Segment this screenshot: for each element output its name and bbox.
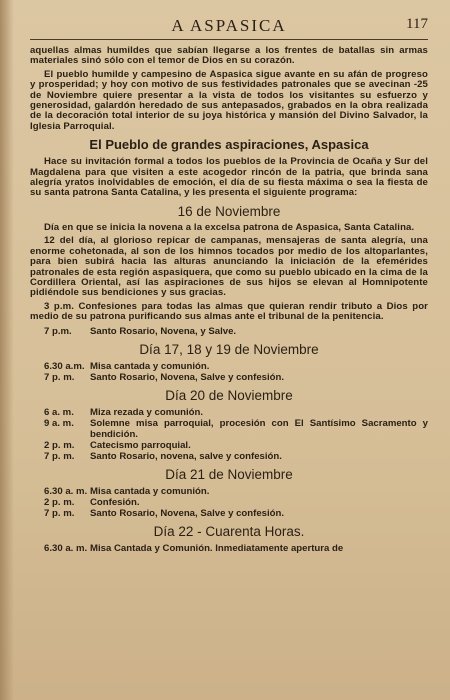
page-gutter-shadow [0, 0, 14, 700]
schedule-time: 6.30 a. m. [44, 485, 88, 497]
page-number: 117 [406, 16, 428, 32]
paragraph: 3 p.m. Confesiones para todas las almas que quieran rendir tributo a Dios por medio de su patrona purificando sus almas ante el tribunal de la penitencia. [30, 300, 428, 323]
schedule-text: Santo Rosario, Novena, Salve y confesión. [90, 507, 285, 519]
schedule-row [30, 440, 428, 451]
schedule-block [30, 407, 428, 462]
schedule-time: 7 p. m. [44, 371, 75, 383]
paragraph: Día en que se inicia la novena a la excelsa patrona de Aspasica, Santa Catalina. [44, 221, 415, 233]
schedule-text: Confesión. [90, 496, 140, 508]
header-rule [30, 39, 428, 40]
schedule-time: 2 p. m. [44, 496, 75, 508]
date-heading: 16 de Noviembre [177, 203, 281, 219]
schedule-row [30, 418, 428, 440]
paragraph: aquellas almas humildes que sabían llegarse a los frentes de batallas sin armas materiales sinó sólo con el temor de Dios en su corazón. [30, 45, 428, 67]
schedule-text: Misa Cantada y Comunión. Inmediatamente apertura de [90, 542, 344, 554]
schedule-time: 7 p. m. [44, 507, 75, 519]
schedule-block [30, 326, 428, 337]
schedule-text: Santo Rosario, Novena, y Salve. [90, 325, 237, 337]
schedule-block [30, 543, 428, 554]
schedule-row [30, 543, 428, 554]
running-title: A ASPASICA [171, 16, 287, 35]
schedule-row [30, 326, 428, 337]
schedule-block [30, 486, 428, 519]
schedule-row [30, 372, 428, 383]
schedule-time: 9 a. m. [44, 417, 74, 429]
schedule-text: Misa cantada y comunión. [90, 485, 210, 497]
schedule-row [30, 407, 428, 418]
date-heading: Día 21 de Noviembre [165, 466, 293, 482]
schedule-text: Santo Rosario, novena, salve y confesión. [90, 450, 282, 462]
section-heading: El Pueblo de grandes aspiraciones, Aspasica [89, 137, 369, 153]
schedule-time: 7 p.m. [44, 325, 72, 337]
schedule-text: Misa cantada y comunión. [90, 360, 210, 372]
schedule-time: 6.30 a. m. [44, 542, 88, 554]
schedule-text: Miza rezada y comunión. [90, 406, 204, 418]
schedule-time: 6 a. m. [44, 406, 74, 418]
schedule-time: 2 p. m. [44, 439, 75, 451]
schedule-row [30, 508, 428, 519]
schedule-row [30, 486, 428, 497]
paragraph: Hace su invitación formal a todos los pueblos de la Provincia de Ocaña y Sur del Magdalena para que visiten a este acogedor rincón de la patria, que brinda sana alegría yratos inolvidables de emoción, el día de su fiesta máxima o sea la fiesta de su santa patrona Santa Catalina, y les presenta el siguiente programa: [30, 156, 428, 199]
date-heading: Día 20 de Noviembre [165, 387, 293, 403]
paragraph: El pueblo humilde y campesino de Aspasica sigue avante en su afán de progreso y prosperidad; y hoy con motivo de sus festividades patronales que se avecinan -25 de Noviembre quiere presentar a la vista de todos los visitantes su esfuerzo y generosidad, galardón heredado de sus antepasados, grabados en la obra realizada de la decoración total interior de su joya histórica y mansión del Divino Salvador, la Iglesia Parroquial. [30, 68, 428, 132]
paragraph: 12 del día, al glorioso repicar de campanas, mensajeras de santa alegría, una enorme cohetonada, al son de los himnos tocados por medio de los altoparlantes, para bien subirá hacia las alturas anunciando la iniciación de la efemérides patronales de esta región aspasiquera, que como su pueblo ubicado en la cima de la Cordillera Oriental, así las aspiraciones de sus hijos se elevan al Homnipotente pidiéndole sus bendiciones y sus gracias. [30, 235, 428, 299]
schedule-row [30, 451, 428, 462]
schedule-row [30, 497, 428, 508]
schedule-text: Solemne misa parroquial, procesión con El Santísimo Sacramento y bendición. [90, 417, 428, 440]
page-header [30, 16, 428, 40]
schedule-time: 6.30 a.m. [44, 360, 85, 372]
schedule-text: Santo Rosario, Novena, Salve y confesión. [90, 371, 285, 383]
schedule-text: Catecismo parroquial. [90, 439, 191, 451]
schedule-block [30, 361, 428, 383]
schedule-time: 7 p. m. [44, 450, 75, 462]
date-heading: Día 17, 18 y 19 de Noviembre [139, 341, 319, 357]
date-heading: Día 22 - Cuarenta Horas. [153, 523, 305, 539]
schedule-row [30, 361, 428, 372]
